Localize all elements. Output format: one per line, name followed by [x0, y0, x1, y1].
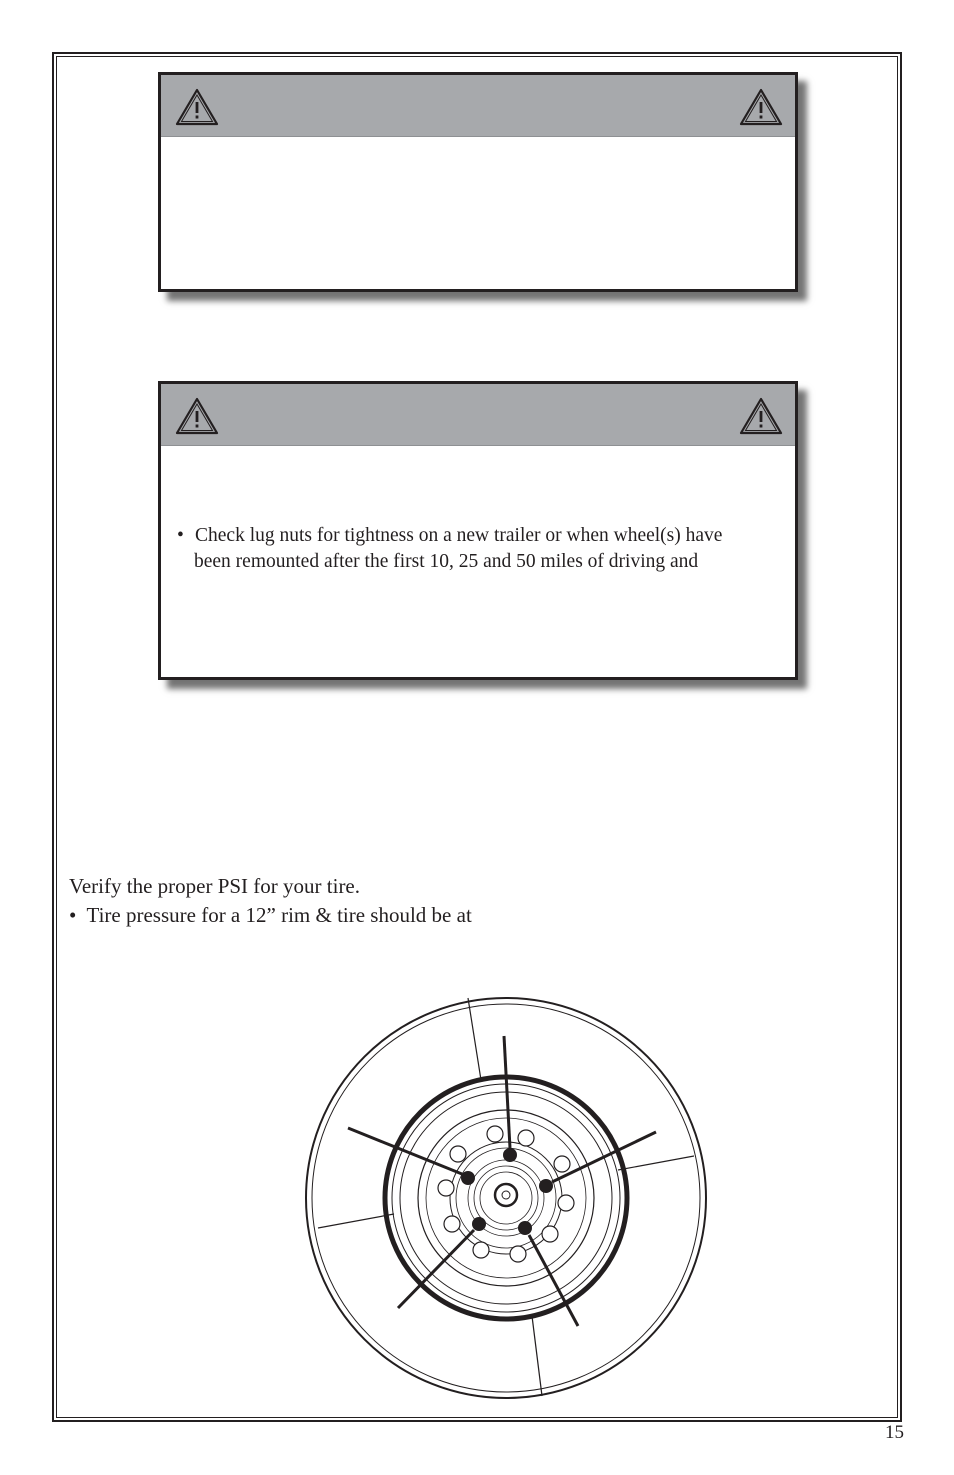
lug-nut-warning-text [175, 523, 722, 575]
warning-header [161, 75, 795, 137]
tire-pressure-line: • Tire pressure for a 12” rim & tire should be at [69, 903, 472, 927]
warning-triangle-icon [175, 396, 219, 436]
page-number: 15 [885, 1422, 904, 1443]
warning-triangle-icon [739, 396, 783, 436]
warning-triangle-icon [739, 87, 783, 127]
tire-psi-intro: Verify the proper PSI for your tire. [69, 874, 361, 898]
warning-line-2: been remounted after the first 10, 25 and 50 miles of driving and [194, 551, 699, 572]
wheel-lug-nut-diagram [296, 988, 716, 1408]
warning-triangle-icon [175, 87, 219, 127]
warning-box-2 [158, 381, 798, 680]
warning-box-1 [158, 72, 798, 292]
warning-header [161, 384, 795, 446]
warning-line-1: • Check lug nuts for tightness on a new trailer or when wheel(s) have [177, 525, 723, 546]
